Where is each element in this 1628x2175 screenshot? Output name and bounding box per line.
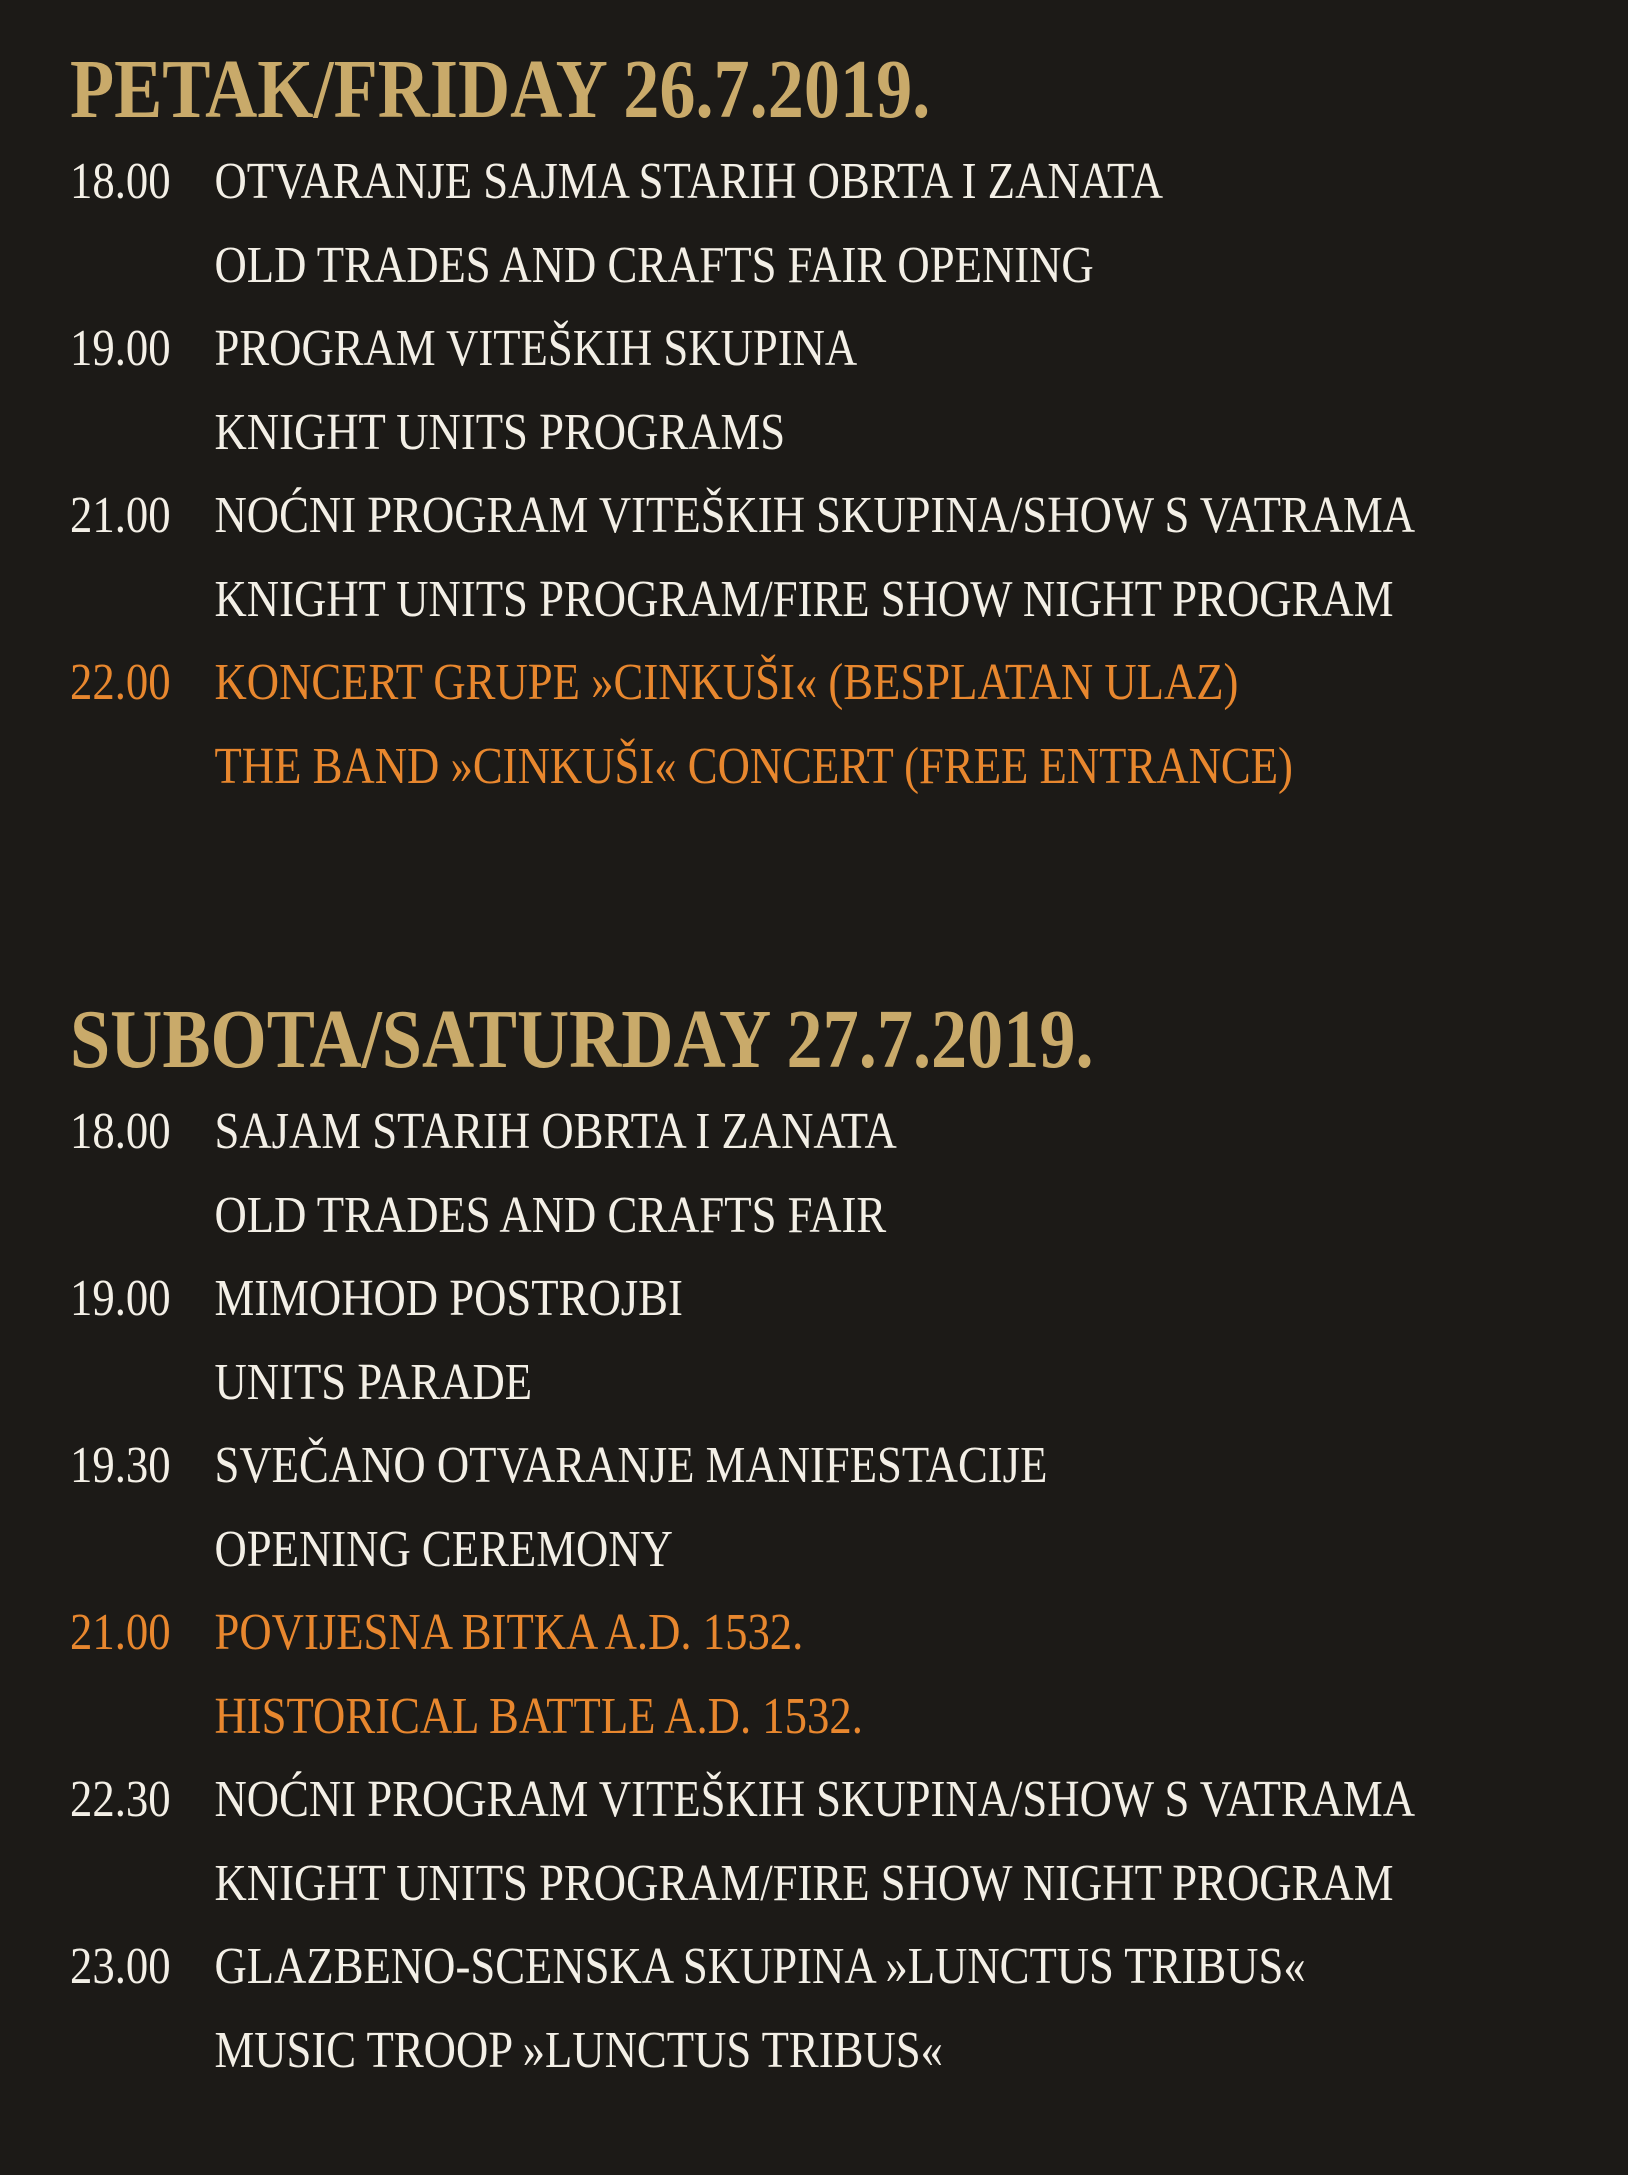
day-section-friday — [70, 40, 1590, 808]
event-title-hr: POVIJESNA BITKA A.D. 1532. — [214, 1604, 804, 1661]
event-title-hr: GLAZBENO-SCENSKA SKUPINA »LUNCTUS TRIBUS« — [214, 1938, 1306, 1995]
event-title-en: OPENING CEREMONY — [214, 1520, 673, 1578]
event-title-hr: NOĆNI PROGRAM VITEŠKIH SKUPINA/SHOW S VATRAMA — [214, 487, 1416, 544]
event-time: 19.30 — [70, 1437, 171, 1494]
event-title-en: OLD TRADES AND CRAFTS FAIR — [214, 1186, 887, 1244]
event-item — [70, 1758, 1590, 1925]
event-time: 19.00 — [70, 320, 171, 377]
event-time: 22.30 — [70, 1771, 171, 1828]
event-title-hr: KONCERT GRUPE »CINKUŠI« (BESPLATAN ULAZ) — [214, 654, 1239, 711]
event-title-hr: PROGRAM VITEŠKIH SKUPINA — [214, 320, 858, 377]
event-title-en: UNITS PARADE — [214, 1353, 533, 1411]
event-time: 19.00 — [70, 1270, 171, 1327]
event-time: 18.00 — [70, 1103, 171, 1160]
event-item — [70, 1424, 1590, 1591]
event-item — [70, 1090, 1590, 1257]
event-item-highlighted — [70, 641, 1590, 808]
event-item — [70, 474, 1590, 641]
day-title: PETAK/FRIDAY 26.7.2019. — [70, 43, 931, 136]
day-title: SUBOTA/SATURDAY 27.7.2019. — [70, 993, 1094, 1086]
event-title-en: KNIGHT UNITS PROGRAMS — [214, 403, 786, 461]
day-section-saturday — [70, 990, 1590, 2092]
event-title-en: THE BAND »CINKUŠI« CONCERT (FREE ENTRANCE) — [214, 737, 1293, 795]
event-title-en: HISTORICAL BATTLE A.D. 1532. — [214, 1687, 863, 1745]
event-time: 21.00 — [70, 1604, 171, 1661]
event-time: 18.00 — [70, 153, 171, 210]
event-time: 22.00 — [70, 654, 171, 711]
event-title-en: MUSIC TROOP »LUNCTUS TRIBUS« — [214, 2021, 943, 2079]
event-time: 21.00 — [70, 487, 171, 544]
event-item — [70, 307, 1590, 474]
event-item — [70, 1925, 1590, 2092]
event-time: 23.00 — [70, 1938, 171, 1995]
event-title-hr: OTVARANJE SAJMA STARIH OBRTA I ZANATA — [214, 153, 1164, 210]
event-title-en: KNIGHT UNITS PROGRAM/FIRE SHOW NIGHT PROGRAM — [214, 1854, 1394, 1912]
event-title-hr: NOĆNI PROGRAM VITEŠKIH SKUPINA/SHOW S VATRAMA — [214, 1771, 1416, 1828]
event-item — [70, 140, 1590, 307]
event-item — [70, 1257, 1590, 1424]
event-title-en: OLD TRADES AND CRAFTS FAIR OPENING — [214, 236, 1094, 294]
event-title-hr: SVEČANO OTVARANJE MANIFESTACIJE — [214, 1437, 1048, 1494]
event-title-hr: SAJAM STARIH OBRTA I ZANATA — [214, 1103, 897, 1160]
event-title-hr: MIMOHOD POSTROJBI — [214, 1270, 683, 1327]
event-item-highlighted — [70, 1591, 1590, 1758]
event-title-en: KNIGHT UNITS PROGRAM/FIRE SHOW NIGHT PROGRAM — [214, 570, 1394, 628]
